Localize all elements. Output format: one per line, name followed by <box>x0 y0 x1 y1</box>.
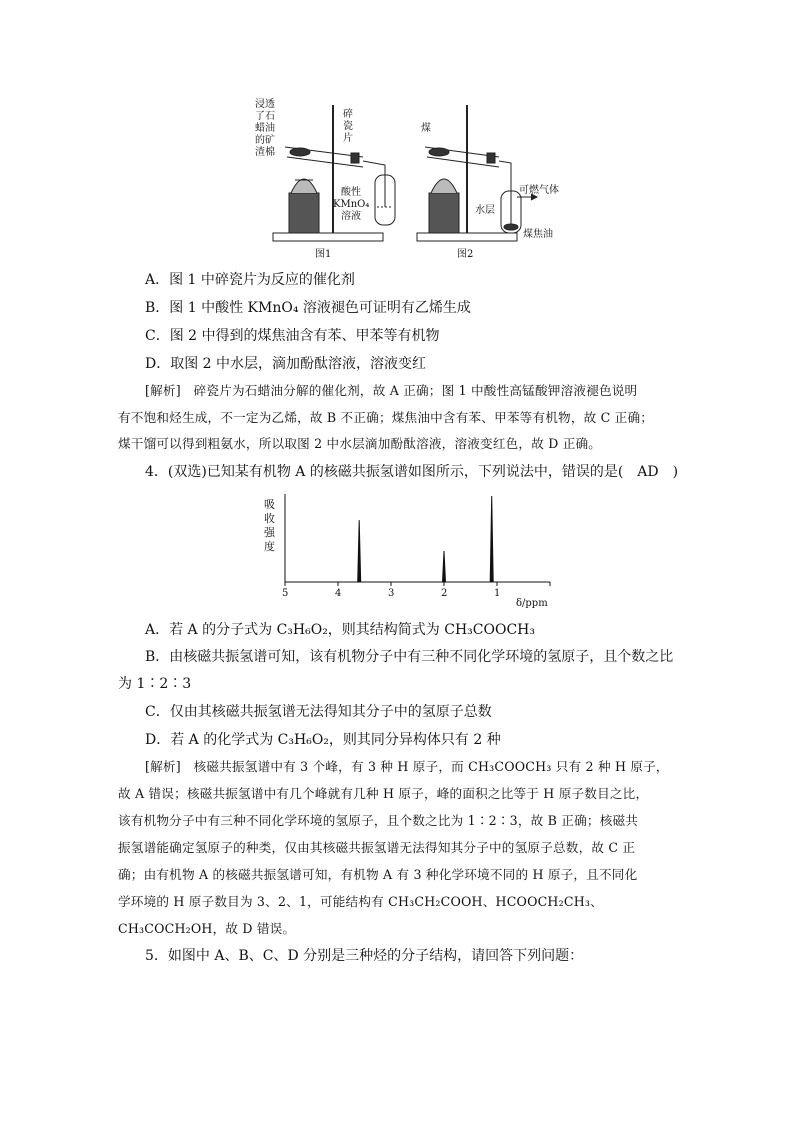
q4-analysis-line-5: 确；由有机物 A 的核磁共振氢谱可知，有机物 A 有 3 种化学环境不同的 H 原子，且不同化 <box>118 867 638 882</box>
nmr-ylabel-0: 吸 <box>264 498 275 511</box>
q4-analysis-line-7: CH₃COCH₂OH，故 D 错误。 <box>118 921 296 936</box>
q4-analysis-line-2: 故 A 错误；核磁共振氢谱中有几个峰就有几种 H 原子，峰的面积之比等于 H 原子数目之比， <box>118 786 649 801</box>
figure-2 <box>417 105 537 241</box>
fig1-caption: 图1 <box>315 249 332 260</box>
nmr-ylabel-3: 度 <box>264 540 275 553</box>
fig1-kmno4-label-1: KMnO₄ <box>333 199 370 210</box>
fig2-coal-label: 煤 <box>421 123 431 134</box>
fig1-porcelain-label-2: 片 <box>343 133 353 144</box>
figure-1 <box>273 105 395 241</box>
nmr-peak <box>490 496 493 582</box>
q4-option-c: C．仅由其核磁共振氢谱无法得知其分子中的氢原子总数 <box>145 704 492 720</box>
q4-analysis-line-4: 振氢谱能确定氢原子的种类，仅由其核磁共振氢谱无法得知其分子中的氢原子总数，故 C 正 <box>118 840 636 855</box>
q4-option-b-line-1: B．由核磁共振氢谱可知，该有机物分子中有三种不同化学环境的氢原子，且个数之比 <box>145 649 674 665</box>
q3-option-d: D．取图 2 中水层，滴加酚酞溶液，溶液变红 <box>145 356 427 372</box>
nmr-x-tick-label: 4 <box>335 588 342 599</box>
fig2-caption: 图2 <box>457 249 474 260</box>
q4-option-b-line-2: 为 1∶2∶3 <box>118 676 192 692</box>
q3-analysis-line-3: 煤干馏可以得到粗氨水，所以取图 2 中水层滴加酚酞溶液，溶液变红色，故 D 正确。 <box>118 436 602 451</box>
q3-option-b: B．图 1 中酸性 KMnO₄ 溶液褪色可证明有乙烯生成 <box>145 300 471 316</box>
q4-option-d: D．若 A 的化学式为 C₃H₆O₂，则其同分异构体只有 2 种 <box>145 732 501 748</box>
nmr-peak <box>443 551 446 582</box>
nmr-ticks <box>282 582 550 599</box>
fig1-porcelain-label-0: 碎 <box>343 109 353 120</box>
apparatus-figures <box>255 95 580 265</box>
nmr-ylabel-1: 收 <box>264 512 275 525</box>
fig2-gas-label: 可燃气体 <box>519 185 559 196</box>
fig1-soaked-label-4: 渣棉 <box>255 147 275 158</box>
nmr-x-tick-label: 1 <box>494 588 501 599</box>
fig1-soaked-label-1: 了石 <box>255 111 275 122</box>
fig1-porcelain-label-1: 瓷 <box>343 121 353 132</box>
fig2-tar-label: 煤焦油 <box>523 229 553 240</box>
nmr-ylabel <box>264 498 276 553</box>
q3-option-a: A．图 1 中碎瓷片为反应的催化剂 <box>145 272 355 288</box>
nmr-spectrum-chart <box>250 490 570 610</box>
nmr-ylabel-2: 强 <box>264 526 275 539</box>
fig1-kmno4-label-0: 酸性 <box>341 187 361 198</box>
fig1-soaked-label-2: 蜡油 <box>255 123 275 134</box>
q4-analysis-line-3: 该有机物分子中有三种不同化学环境的氢原子，且个数之比为 1∶2∶3，故 B 正确；核磁共 <box>118 813 639 828</box>
q5-stem: 5．如图中 A、B、C、D 分别是三种烃的分子结构，请回答下列问题： <box>145 948 584 964</box>
q4-option-a: A．若 A 的分子式为 C₃H₆O₂，则其结构简式为 CH₃COOCH₃ <box>145 622 535 638</box>
fig1-soaked-label-3: 的矿 <box>255 135 275 146</box>
fig1-soaked-label-0: 浸透 <box>255 99 275 110</box>
q4-analysis-line-6: 学环境的 H 原子数目为 3、2、1，可能结构有 CH₃CH₂COOH、HCOOCH₂CH₃、 <box>118 894 603 909</box>
q4-analysis-line-1: [解析] 核磁共振氢谱中有 3 个峰，有 3 种 H 原子，而 CH₃COOCH₃ 只有 2 种 H 原子， <box>145 759 669 774</box>
nmr-xlabel: δ/ppm <box>516 598 548 609</box>
fig2-water-label: 水层 <box>475 205 495 216</box>
nmr-x-tick-label: 5 <box>282 588 289 599</box>
nmr-x-tick-label: 3 <box>388 588 395 599</box>
q3-analysis-line-1: [解析] 碎瓷片为石蜡油分解的催化剂，故 A 正确；图 1 中酸性高锰酸钾溶液褪色说明 <box>145 383 638 398</box>
nmr-peaks <box>358 496 494 582</box>
nmr-x-tick-label: 2 <box>441 588 448 599</box>
nmr-peak <box>358 520 361 582</box>
q3-option-c: C．图 2 中得到的煤焦油含有苯、甲苯等有机物 <box>145 328 440 344</box>
q4-stem: 4．(双选)已知某有机物 A 的核磁共振氢谱如图所示，下列说法中，错误的是( AD ) <box>145 464 679 480</box>
fig1-kmno4-label-2: 溶液 <box>341 211 361 222</box>
q3-analysis-line-2: 有不饱和烃生成，不一定为乙烯，故 B 不正确；煤焦油中含有苯、甲苯等有机物，故 C 正确； <box>118 410 654 425</box>
